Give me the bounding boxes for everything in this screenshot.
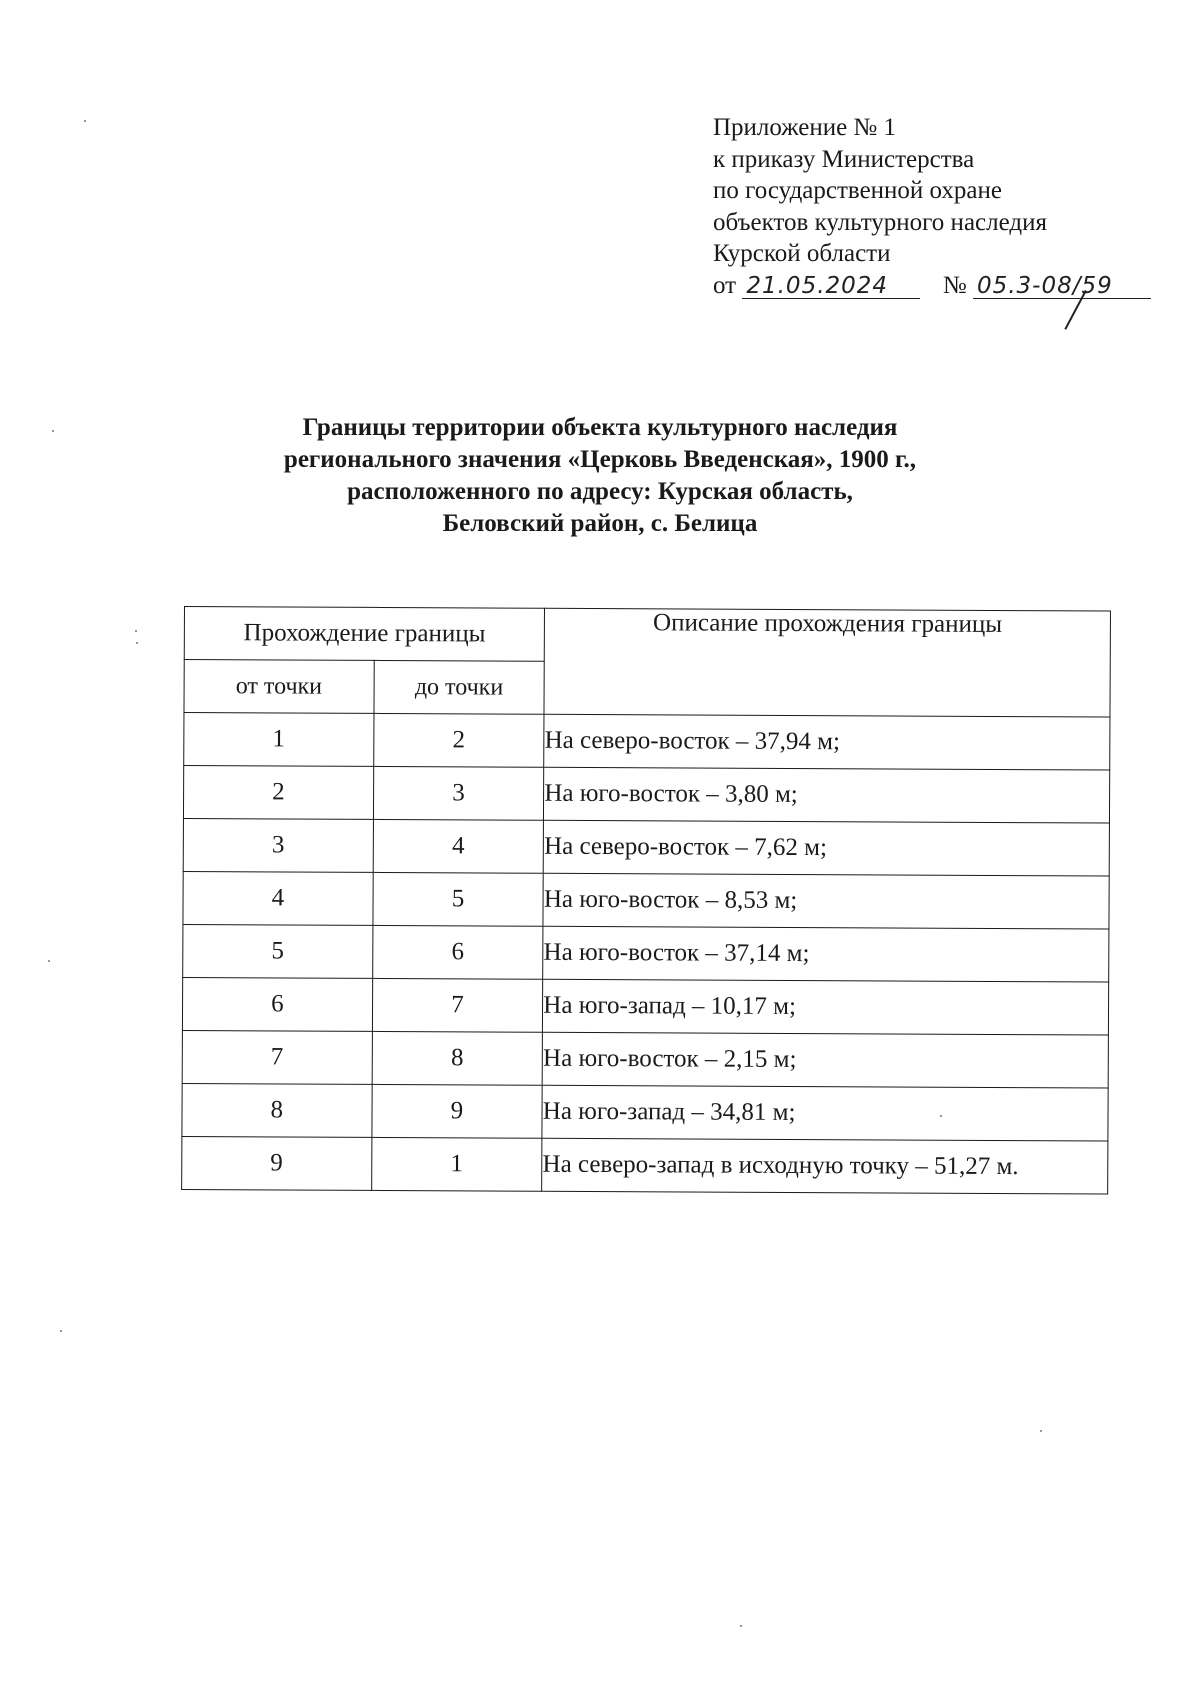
scan-speck xyxy=(48,960,50,962)
description-cell: На юго-запад – 34,81 м; xyxy=(542,1085,1108,1141)
to-point-cell: 2 xyxy=(373,713,544,767)
table-row xyxy=(182,1136,1108,1194)
from-label: от xyxy=(713,271,737,299)
to-point-cell: 9 xyxy=(372,1084,543,1138)
header-from-point: от точки xyxy=(184,660,374,714)
number-label: № xyxy=(942,271,967,299)
to-point-cell: 8 xyxy=(372,1031,543,1085)
from-point-cell: 8 xyxy=(182,1083,372,1137)
table-row xyxy=(184,713,1110,771)
description-cell: На юго-восток – 3,80 м; xyxy=(544,767,1110,823)
title-line: расположенного по адресу: Курская область, xyxy=(347,478,853,505)
from-point-cell: 6 xyxy=(182,977,372,1031)
from-point-cell: 5 xyxy=(183,924,373,978)
attachment-line: по государственной охране xyxy=(713,177,1003,204)
to-point-cell: 5 xyxy=(373,872,544,926)
title-line: регионального значения «Церковь Введенская», 1900 г., xyxy=(283,446,917,473)
attachment-line: объектов культурного наследия xyxy=(713,208,1047,236)
scan-speck xyxy=(52,430,54,432)
document-title xyxy=(200,412,1000,540)
order-reference xyxy=(713,270,1173,302)
from-point-cell: 9 xyxy=(182,1136,372,1190)
description-cell: На северо-запад в исходную точку – 51,27 м. xyxy=(542,1138,1108,1194)
description-cell: На северо-восток – 7,62 м; xyxy=(543,820,1109,876)
scan-speck xyxy=(136,642,138,644)
to-point-cell: 1 xyxy=(371,1137,542,1191)
attachment-line: к приказу Министерства xyxy=(713,145,975,173)
order-date: 21.05.2024 xyxy=(742,274,920,299)
scan-speck xyxy=(1040,1430,1042,1432)
table-row xyxy=(182,1083,1108,1141)
scan-speck xyxy=(60,1330,62,1332)
from-point-cell: 1 xyxy=(184,713,374,767)
scan-speck xyxy=(740,1625,742,1627)
boundary-table xyxy=(181,606,1111,1195)
description-cell: На юго-запад – 10,17 м; xyxy=(543,979,1109,1035)
description-cell: На юго-восток – 37,14 м; xyxy=(543,926,1109,982)
table-row xyxy=(182,977,1108,1035)
from-point-cell: 4 xyxy=(183,871,373,925)
title-line: Беловский район, с. Белица xyxy=(442,510,758,537)
description-cell: На северо-восток – 37,94 м; xyxy=(544,714,1110,770)
attachment-line: Приложение № 1 xyxy=(713,114,897,141)
scan-speck xyxy=(940,1115,942,1117)
table-row xyxy=(183,924,1109,982)
header-boundary-passage: Прохождение границы xyxy=(184,607,545,662)
table-row xyxy=(183,871,1109,929)
scan-speck xyxy=(84,120,86,122)
table-row xyxy=(183,818,1109,876)
from-point-cell: 7 xyxy=(182,1030,372,1084)
table-row xyxy=(182,1030,1108,1088)
to-point-cell: 3 xyxy=(373,766,544,820)
header-to-point: до точки xyxy=(374,660,545,714)
description-cell: На юго-восток – 8,53 м; xyxy=(543,873,1109,929)
to-point-cell: 7 xyxy=(372,978,543,1032)
to-point-cell: 6 xyxy=(372,925,543,979)
order-number: 05.3-08/59 xyxy=(973,274,1151,299)
from-point-cell: 2 xyxy=(183,766,373,820)
to-point-cell: 4 xyxy=(373,819,544,873)
header-description: Описание прохождения границы xyxy=(544,608,1110,717)
description-cell: На юго-восток – 2,15 м; xyxy=(542,1032,1108,1088)
title-line: Границы территории объекта культурного наследия xyxy=(302,414,898,441)
scan-speck xyxy=(135,630,137,632)
table-row xyxy=(183,766,1109,824)
from-point-cell: 3 xyxy=(183,818,373,872)
attachment-line: Курской области xyxy=(713,240,891,267)
attachment-header xyxy=(713,112,1173,301)
